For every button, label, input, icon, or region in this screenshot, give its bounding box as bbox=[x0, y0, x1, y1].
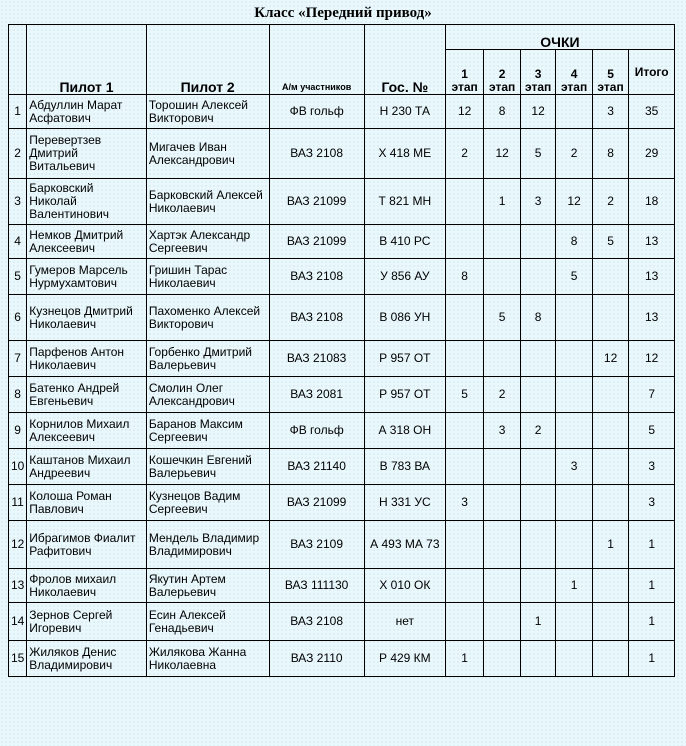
stage3-cell bbox=[520, 521, 555, 569]
stage5-cell bbox=[592, 449, 628, 485]
table-row bbox=[9, 603, 675, 641]
stage5-cell: 8 bbox=[592, 129, 628, 179]
table-row bbox=[9, 95, 675, 129]
stage3-cell: 5 bbox=[520, 129, 555, 179]
stage4-cell: 3 bbox=[556, 449, 592, 485]
stage3-cell: 1 bbox=[520, 603, 555, 641]
row-num: 8 bbox=[9, 377, 27, 413]
stage1-cell bbox=[445, 603, 484, 641]
pilot1-cell: Кузнецов Дмитрий Николаевич bbox=[27, 295, 147, 341]
total-cell: 3 bbox=[629, 485, 675, 521]
pilot2-cell: Баранов Максим Сергеевич bbox=[146, 413, 269, 449]
header-points: ОЧКИ bbox=[445, 25, 674, 50]
car-cell: ВАЗ 2108 bbox=[269, 129, 364, 179]
car-cell: ВАЗ 21099 bbox=[269, 225, 364, 259]
car-cell: ВАЗ 2109 bbox=[269, 521, 364, 569]
plate-cell: В 783 ВА bbox=[364, 449, 445, 485]
stage4-cell bbox=[556, 295, 592, 341]
stage2-cell: 1 bbox=[484, 179, 520, 225]
plate-cell: Х 010 ОК bbox=[364, 569, 445, 603]
car-cell: ВАЗ 111130 bbox=[269, 569, 364, 603]
pilot1-cell: Немков Дмитрий Алексеевич bbox=[27, 225, 147, 259]
stage2-cell bbox=[484, 449, 520, 485]
stage2-cell bbox=[484, 225, 520, 259]
stage4-cell bbox=[556, 95, 592, 129]
stage4-cell bbox=[556, 413, 592, 449]
stage5-cell bbox=[592, 485, 628, 521]
stage1-cell bbox=[445, 449, 484, 485]
table-row bbox=[9, 485, 675, 521]
stage2-cell: 5 bbox=[484, 295, 520, 341]
stage4-cell bbox=[556, 341, 592, 377]
stage4-cell: 5 bbox=[556, 259, 592, 295]
header-num bbox=[9, 25, 27, 95]
total-cell: 12 bbox=[629, 341, 675, 377]
header-stage-2: 2 этап bbox=[484, 50, 520, 95]
stage2-cell bbox=[484, 603, 520, 641]
plate-cell: А 493 МА 73 bbox=[364, 521, 445, 569]
stage2-cell bbox=[484, 341, 520, 377]
pilot1-cell: Корнилов Михаил Алексеевич bbox=[27, 413, 147, 449]
car-cell: ВАЗ 2108 bbox=[269, 259, 364, 295]
stage3-cell: 3 bbox=[520, 179, 555, 225]
stage3-cell: 2 bbox=[520, 413, 555, 449]
plate-cell: В 086 УН bbox=[364, 295, 445, 341]
total-cell: 13 bbox=[629, 259, 675, 295]
pilot2-cell: Торошин Алексей Викторович bbox=[146, 95, 269, 129]
pilot1-cell: Зернов Сергей Игоревич bbox=[27, 603, 147, 641]
header-stage-5: 5 этап bbox=[592, 50, 628, 95]
pilot2-cell: Гришин Тарас Николаевич bbox=[146, 259, 269, 295]
row-num: 9 bbox=[9, 413, 27, 449]
row-num: 11 bbox=[9, 485, 27, 521]
plate-cell: Н 230 ТА bbox=[364, 95, 445, 129]
stage5-cell bbox=[592, 641, 628, 677]
row-num: 12 bbox=[9, 521, 27, 569]
stage1-cell bbox=[445, 341, 484, 377]
row-num: 13 bbox=[9, 569, 27, 603]
header-stage-4: 4 этап bbox=[556, 50, 592, 95]
plate-cell: Р 429 КМ bbox=[364, 641, 445, 677]
stage3-cell: 8 bbox=[520, 295, 555, 341]
stage3-cell bbox=[520, 377, 555, 413]
stage1-cell: 3 bbox=[445, 485, 484, 521]
pilot1-cell: Гумеров Марсель Нурмухамтович bbox=[27, 259, 147, 295]
car-cell: ВАЗ 21099 bbox=[269, 485, 364, 521]
stage5-cell bbox=[592, 377, 628, 413]
stage1-cell: 1 bbox=[445, 641, 484, 677]
stage1-cell bbox=[445, 295, 484, 341]
results-table bbox=[8, 24, 675, 677]
stage5-cell bbox=[592, 295, 628, 341]
stage2-cell bbox=[484, 569, 520, 603]
stage3-cell bbox=[520, 485, 555, 521]
stage1-cell bbox=[445, 413, 484, 449]
row-num: 5 bbox=[9, 259, 27, 295]
table-row bbox=[9, 129, 675, 179]
table-row bbox=[9, 179, 675, 225]
total-cell: 13 bbox=[629, 295, 675, 341]
table-row bbox=[9, 413, 675, 449]
stage4-cell bbox=[556, 377, 592, 413]
pilot2-cell: Пахоменко Алексей Викторович bbox=[146, 295, 269, 341]
stage5-cell bbox=[592, 259, 628, 295]
stage5-cell: 2 bbox=[592, 179, 628, 225]
pilot2-cell: Смолин Олег Александрович bbox=[146, 377, 269, 413]
stage2-cell: 2 bbox=[484, 377, 520, 413]
stage1-cell bbox=[445, 569, 484, 603]
row-num: 1 bbox=[9, 95, 27, 129]
pilot2-cell: Хартэк Александр Сергеевич bbox=[146, 225, 269, 259]
total-cell: 5 bbox=[629, 413, 675, 449]
stage4-cell: 2 bbox=[556, 129, 592, 179]
plate-cell: А 318 ОН bbox=[364, 413, 445, 449]
car-cell: ВАЗ 21099 bbox=[269, 179, 364, 225]
total-cell: 1 bbox=[629, 521, 675, 569]
table-row bbox=[9, 377, 675, 413]
pilot1-cell: Жиляков Денис Владимирович bbox=[27, 641, 147, 677]
stage1-cell: 12 bbox=[445, 95, 484, 129]
pilot1-cell: Батенко Андрей Евгеньевич bbox=[27, 377, 147, 413]
stage3-cell bbox=[520, 449, 555, 485]
pilot2-cell: Есин Алексей Генадьевич bbox=[146, 603, 269, 641]
stage5-cell bbox=[592, 413, 628, 449]
pilot2-cell: Якутин Артем Валерьевич bbox=[146, 569, 269, 603]
car-cell: ВАЗ 2108 bbox=[269, 603, 364, 641]
header-stage-3: 3 этап bbox=[520, 50, 555, 95]
total-cell: 13 bbox=[629, 225, 675, 259]
stage1-cell bbox=[445, 225, 484, 259]
stage2-cell bbox=[484, 259, 520, 295]
car-cell: ФВ гольф bbox=[269, 95, 364, 129]
stage4-cell bbox=[556, 603, 592, 641]
stage1-cell bbox=[445, 521, 484, 569]
total-cell: 7 bbox=[629, 377, 675, 413]
total-cell: 3 bbox=[629, 449, 675, 485]
stage2-cell: 8 bbox=[484, 95, 520, 129]
row-num: 14 bbox=[9, 603, 27, 641]
header-car: А/м участников bbox=[269, 25, 364, 95]
stage3-cell bbox=[520, 225, 555, 259]
stage1-cell: 5 bbox=[445, 377, 484, 413]
stage5-cell bbox=[592, 603, 628, 641]
car-cell: ВАЗ 21140 bbox=[269, 449, 364, 485]
pilot1-cell: Колоша Роман Павлович bbox=[27, 485, 147, 521]
stage5-cell: 1 bbox=[592, 521, 628, 569]
pilot2-cell: Жилякова Жанна Николаевна bbox=[146, 641, 269, 677]
stage2-cell bbox=[484, 521, 520, 569]
stage3-cell bbox=[520, 259, 555, 295]
row-num: 7 bbox=[9, 341, 27, 377]
stage2-cell: 12 bbox=[484, 129, 520, 179]
pilot2-cell: Мендель Владимир Владимирович bbox=[146, 521, 269, 569]
total-cell: 1 bbox=[629, 603, 675, 641]
table-row bbox=[9, 295, 675, 341]
row-num: 2 bbox=[9, 129, 27, 179]
table-row bbox=[9, 259, 675, 295]
stage5-cell: 12 bbox=[592, 341, 628, 377]
car-cell: ФВ гольф bbox=[269, 413, 364, 449]
stage5-cell: 3 bbox=[592, 95, 628, 129]
stage1-cell bbox=[445, 179, 484, 225]
stage4-cell bbox=[556, 521, 592, 569]
pilot1-cell: Абдуллин Марат Асфатович bbox=[27, 95, 147, 129]
stage2-cell: 3 bbox=[484, 413, 520, 449]
pilot1-cell: Фролов михаил Николаевич bbox=[27, 569, 147, 603]
page-title: Класс «Передний привод» bbox=[254, 5, 432, 21]
header-total: Итого bbox=[629, 50, 675, 95]
plate-cell: Р 957 ОТ bbox=[364, 377, 445, 413]
car-cell: ВАЗ 21083 bbox=[269, 341, 364, 377]
plate-cell: Н 331 УС bbox=[364, 485, 445, 521]
pilot2-cell: Кошечкин Евгений Валерьевич bbox=[146, 449, 269, 485]
table-row bbox=[9, 225, 675, 259]
plate-cell: нет bbox=[364, 603, 445, 641]
pilot1-cell: Парфенов Антон Николаевич bbox=[27, 341, 147, 377]
stage4-cell: 1 bbox=[556, 569, 592, 603]
stage2-cell bbox=[484, 485, 520, 521]
plate-cell: Т 821 МН bbox=[364, 179, 445, 225]
total-cell: 1 bbox=[629, 641, 675, 677]
plate-cell: У 856 АУ bbox=[364, 259, 445, 295]
row-num: 10 bbox=[9, 449, 27, 485]
table-row bbox=[9, 341, 675, 377]
stage4-cell bbox=[556, 485, 592, 521]
pilot2-cell: Кузнецов Вадим Сергеевич bbox=[146, 485, 269, 521]
plate-cell: Р 957 ОТ bbox=[364, 341, 445, 377]
stage4-cell: 12 bbox=[556, 179, 592, 225]
stage2-cell bbox=[484, 641, 520, 677]
stage3-cell bbox=[520, 341, 555, 377]
pilot2-cell: Горбенко Дмитрий Валерьевич bbox=[146, 341, 269, 377]
row-num: 4 bbox=[9, 225, 27, 259]
car-cell: ВАЗ 2108 bbox=[269, 295, 364, 341]
stage3-cell bbox=[520, 641, 555, 677]
stage4-cell bbox=[556, 641, 592, 677]
row-num: 6 bbox=[9, 295, 27, 341]
stage1-cell: 2 bbox=[445, 129, 484, 179]
stage3-cell: 12 bbox=[520, 95, 555, 129]
table-row bbox=[9, 641, 675, 677]
row-num: 15 bbox=[9, 641, 27, 677]
total-cell: 18 bbox=[629, 179, 675, 225]
car-cell: ВАЗ 2110 bbox=[269, 641, 364, 677]
plate-cell: В 410 РС bbox=[364, 225, 445, 259]
pilot1-cell: Ибрагимов Фиалит Рафитович bbox=[27, 521, 147, 569]
total-cell: 35 bbox=[629, 95, 675, 129]
stage5-cell: 5 bbox=[592, 225, 628, 259]
header-pilot2: Пилот 2 bbox=[146, 25, 269, 95]
table-row bbox=[9, 521, 675, 569]
stage3-cell bbox=[520, 569, 555, 603]
plate-cell: Х 418 МЕ bbox=[364, 129, 445, 179]
stage4-cell: 8 bbox=[556, 225, 592, 259]
pilot1-cell: Барковский Николай Валентинович bbox=[27, 179, 147, 225]
total-cell: 1 bbox=[629, 569, 675, 603]
table-row bbox=[9, 569, 675, 603]
car-cell: ВАЗ 2081 bbox=[269, 377, 364, 413]
pilot2-cell: Мигачев Иван Александрович bbox=[146, 129, 269, 179]
pilot2-cell: Барковский Алексей Николаевич bbox=[146, 179, 269, 225]
stage5-cell bbox=[592, 569, 628, 603]
total-cell: 29 bbox=[629, 129, 675, 179]
pilot1-cell: Перевертзев Дмитрий Витальевич bbox=[27, 129, 147, 179]
row-num: 3 bbox=[9, 179, 27, 225]
pilot1-cell: Каштанов Михаил Андреевич bbox=[27, 449, 147, 485]
header-pilot1: Пилот 1 bbox=[27, 25, 147, 95]
header-plate: Гос. № bbox=[364, 25, 445, 95]
header-stage-1: 1 этап bbox=[445, 50, 484, 95]
stage1-cell: 8 bbox=[445, 259, 484, 295]
table-row bbox=[9, 449, 675, 485]
